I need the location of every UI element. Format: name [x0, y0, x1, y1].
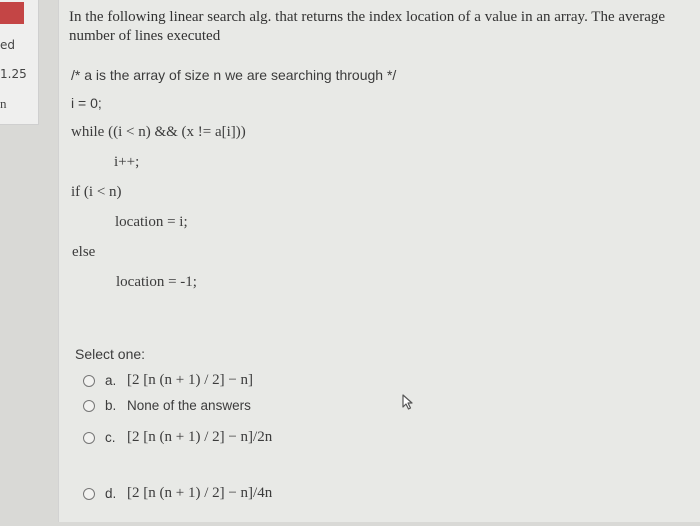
option-letter: c.: [105, 430, 116, 445]
question-panel: [58, 0, 700, 522]
select-one-label: Select one:: [75, 346, 146, 362]
radio-button-d[interactable]: [83, 488, 95, 500]
code-line-assign-found: location = i;: [115, 214, 188, 230]
option-letter: d.: [105, 486, 117, 501]
code-line-while: while ((i < n) && (x != a[i])): [71, 124, 246, 140]
option-text: [2 [n (n + 1) / 2] − n]/2n: [127, 429, 273, 445]
radio-button-a[interactable]: [83, 375, 95, 387]
question-mark-value: 1.25: [0, 67, 27, 81]
code-line-assign-not-found: location = -1;: [116, 274, 197, 290]
option-text: [2 [n (n + 1) / 2] − n]: [127, 372, 254, 388]
radio-button-b[interactable]: [83, 400, 95, 412]
option-text: None of the answers: [127, 398, 251, 413]
option-letter: a.: [105, 373, 117, 388]
code-line-else: else: [72, 244, 96, 260]
answer-option-c[interactable]: [83, 429, 272, 446]
option-letter: b.: [105, 398, 117, 413]
option-text: [2 [n (n + 1) / 2] − n]/4n: [127, 485, 273, 501]
answer-option-d[interactable]: [83, 485, 272, 502]
question-info-panel: [0, 0, 39, 125]
mouse-pointer-icon: [401, 394, 415, 410]
flag-question-link[interactable]: n: [0, 96, 7, 111]
question-text: In the following linear search alg. that returns the index location of a value in an array. The average number of lines executed: [69, 9, 666, 44]
flag-marker[interactable]: [0, 2, 24, 24]
code-line-increment: i++;: [114, 154, 140, 170]
code-comment: /* a is the array of size n we are searching through */: [71, 67, 397, 83]
code-line-if: if (i < n): [71, 184, 122, 200]
question-status: ed: [0, 38, 15, 52]
answer-option-a[interactable]: [83, 372, 253, 389]
answer-option-b[interactable]: [83, 398, 251, 413]
code-line-init: i = 0;: [71, 95, 102, 111]
radio-button-c[interactable]: [83, 432, 95, 444]
